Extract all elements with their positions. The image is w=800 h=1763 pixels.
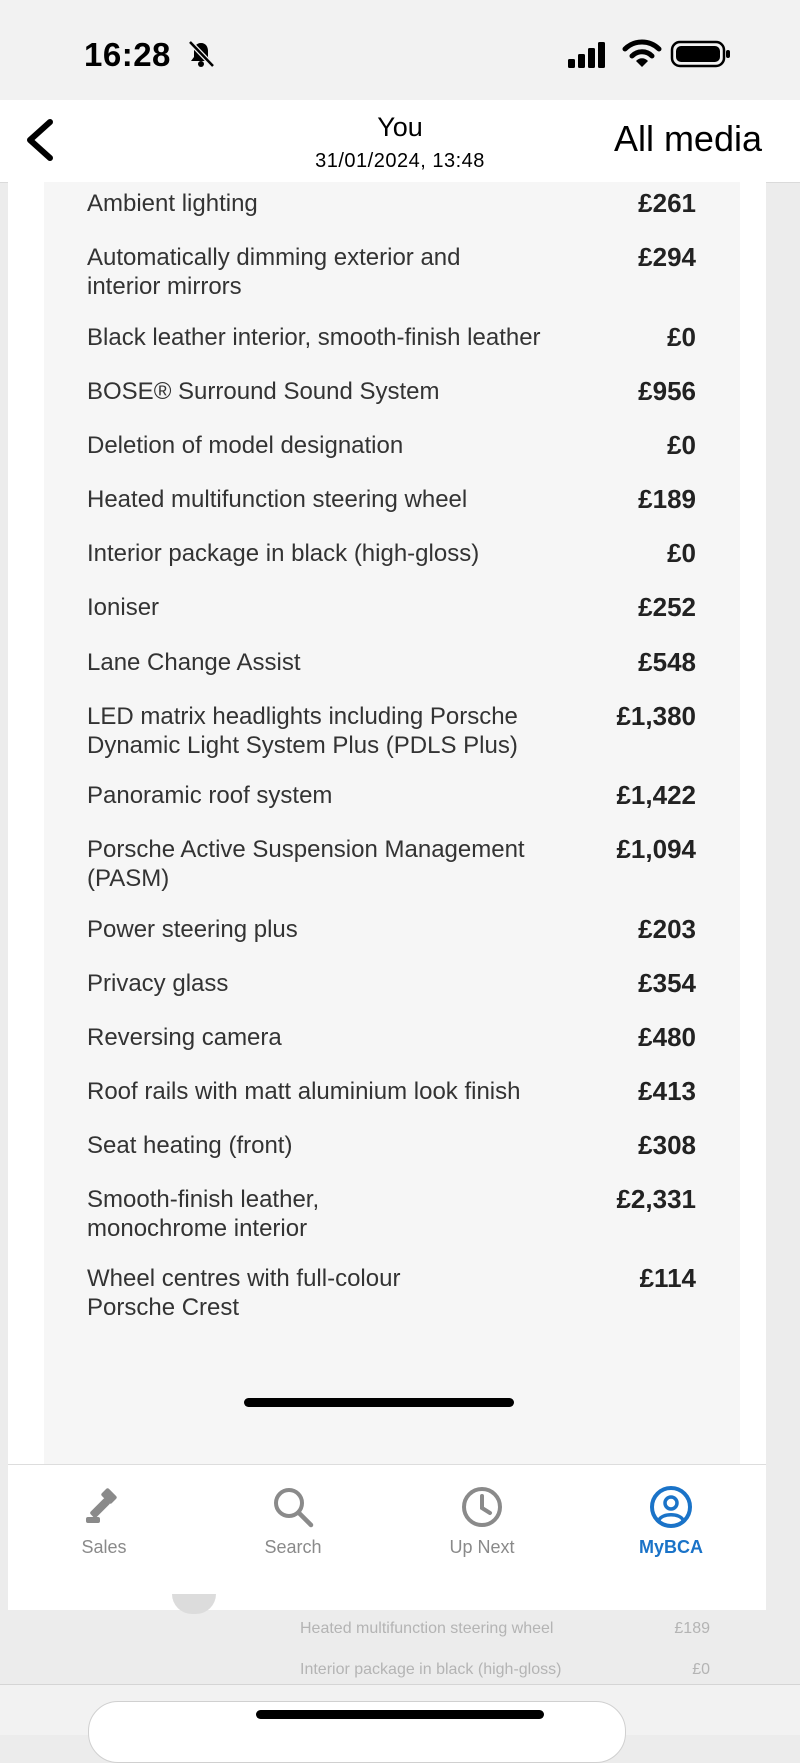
option-price: £548 <box>638 647 696 677</box>
background-row <box>300 1620 720 1638</box>
all-media-button[interactable]: All media <box>613 118 762 159</box>
clock-icon <box>460 1485 504 1529</box>
home-indicator <box>244 1398 514 1407</box>
option-price: £1,094 <box>616 834 696 864</box>
tab-label: Up Next <box>449 1537 515 1557</box>
option-price: £1,380 <box>616 701 696 731</box>
option-price: £1,422 <box>616 780 696 810</box>
option-price: £294 <box>638 242 696 272</box>
background-price: £189 <box>674 1620 710 1637</box>
tab-search[interactable] <box>213 1465 373 1575</box>
option-label: Seat heating (front) <box>87 1132 293 1159</box>
option-label: Lane Change Assist <box>87 649 301 676</box>
option-price: £261 <box>638 188 696 218</box>
message-timestamp: 31/01/2024, 13:48 <box>315 150 485 172</box>
tab-up-next[interactable] <box>402 1465 562 1575</box>
home-indicator-bar <box>256 1710 544 1719</box>
option-label: Automatically dimming exterior and interior mirrors <box>87 244 461 300</box>
option-price: £308 <box>638 1130 696 1160</box>
tab-sales[interactable] <box>24 1465 184 1575</box>
option-price: £189 <box>638 484 696 514</box>
wifi-icon <box>622 38 662 70</box>
background-price: £0 <box>692 1661 710 1678</box>
option-price: £413 <box>638 1076 696 1106</box>
option-label: Heated multifunction steering wheel <box>87 486 468 513</box>
options-list <box>44 182 740 1464</box>
option-label: Reversing camera <box>87 1024 282 1051</box>
option-price: £203 <box>638 914 696 944</box>
option-label: LED matrix headlights including Porsche Dynamic Light System Plus (PDLS Plus) <box>87 703 518 759</box>
tab-label: Search <box>264 1537 322 1557</box>
tab-label: Sales <box>81 1537 127 1557</box>
background-label: Heated multifunction steering wheel <box>300 1620 554 1637</box>
option-price: £2,331 <box>616 1184 696 1214</box>
option-price: £0 <box>667 322 696 352</box>
option-price: £354 <box>638 968 696 998</box>
background-row <box>300 1661 720 1679</box>
bell-off-icon <box>186 39 216 69</box>
option-label: Power steering plus <box>87 916 298 943</box>
tab-mybca[interactable] <box>591 1465 751 1575</box>
option-label: BOSE® Surround Sound System <box>87 378 440 405</box>
option-price: £0 <box>667 538 696 568</box>
option-label: Ambient lighting <box>87 190 258 217</box>
option-label: Black leather interior, smooth-finish leather <box>87 324 541 351</box>
signal-icon <box>566 40 610 68</box>
search-icon <box>271 1485 315 1529</box>
option-label: Interior package in black (high-gloss) <box>87 540 480 567</box>
screenshot-image <box>8 182 766 1610</box>
gavel-icon <box>82 1485 126 1529</box>
bottom-tab-bar <box>8 1464 766 1610</box>
option-label: Deletion of model designation <box>87 432 404 459</box>
sender-name: You <box>377 112 423 142</box>
battery-icon <box>670 40 732 68</box>
option-price: £252 <box>638 592 696 622</box>
account-icon <box>649 1485 693 1529</box>
option-label: Ioniser <box>87 594 160 621</box>
status-time: 16:28 <box>84 36 171 73</box>
option-price: £114 <box>639 1263 696 1293</box>
option-label: Privacy glass <box>87 970 229 997</box>
option-label: Wheel centres with full-colour Porsche Crest <box>87 1265 401 1321</box>
chat-header <box>0 100 800 183</box>
background-label: Interior package in black (high-gloss) <box>300 1661 562 1678</box>
status-bar <box>0 0 800 100</box>
option-price: £956 <box>638 376 696 406</box>
tab-label: MyBCA <box>638 1537 703 1557</box>
background-avatar <box>172 1594 216 1614</box>
option-label: Panoramic roof system <box>87 782 333 809</box>
option-label: Porsche Active Suspension Management (PASM) <box>87 836 525 892</box>
option-price: £0 <box>667 430 696 460</box>
option-price: £480 <box>638 1022 696 1052</box>
option-label: Roof rails with matt aluminium look finish <box>87 1078 521 1105</box>
option-label: Smooth-finish leather, monochrome interior <box>87 1186 320 1242</box>
